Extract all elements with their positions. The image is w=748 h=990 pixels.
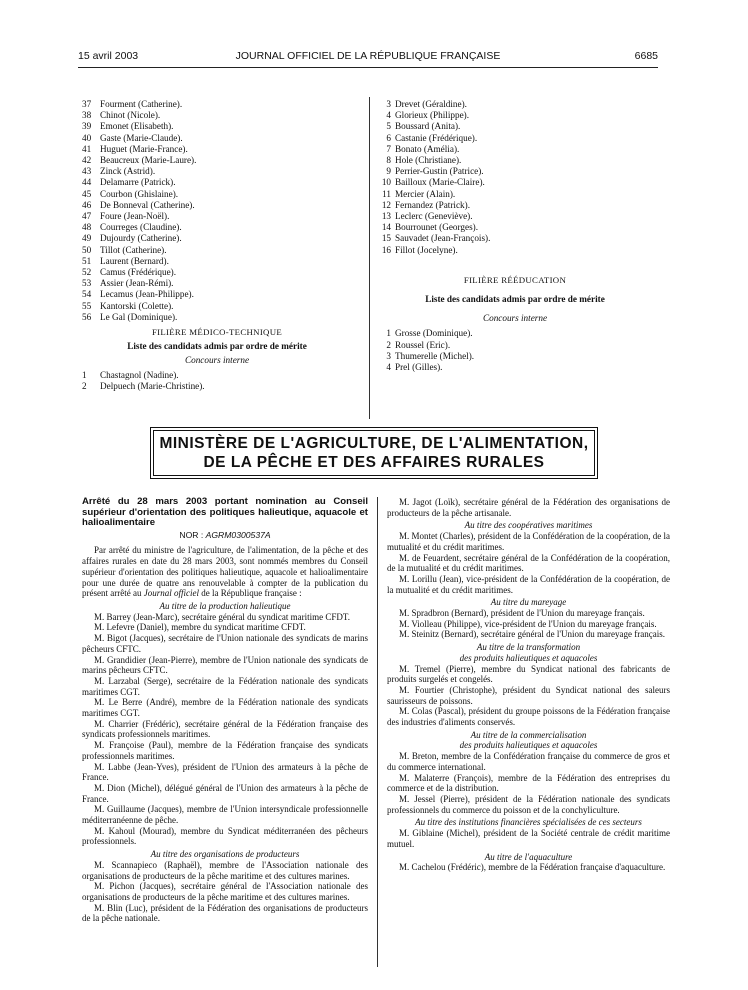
item-name: Lecamus (Jean-Philippe). [100, 289, 194, 300]
candidate-list [82, 99, 352, 323]
member-entry: M. Lorillu (Jean), vice-président de la Confédération de la coopération, de la mutualité et du crédit maritimes. [387, 573, 670, 595]
member-entry: M. Lefevre (Daniel), membre du syndicat maritime CFDT. [94, 622, 306, 633]
list-item [82, 289, 352, 300]
item-number: 44 [82, 177, 92, 188]
list-item [82, 110, 352, 121]
candidate-list [82, 370, 352, 392]
item-number: 2 [386, 339, 391, 350]
member-entry: M. Fourtier (Christophe), président du Syndicat national des saleurs saurisseurs de poissons. [387, 684, 670, 706]
item-name: Dujourdy (Catherine). [100, 233, 182, 244]
item-number: 41 [82, 143, 92, 154]
item-number: 13 [381, 211, 391, 222]
list-heading: Liste des candidats admis par ordre de mérite [127, 341, 307, 352]
member-entry: M. de Feuardent, secrétaire général de la Confédération de la coopération, de la mutualité et du crédit maritimes. [387, 552, 670, 574]
list-item [380, 177, 650, 188]
list-item [380, 155, 650, 166]
item-number: 39 [82, 121, 92, 132]
list-item [380, 110, 650, 121]
item-name: Boussard (Anita). [395, 121, 461, 132]
list-item [82, 256, 352, 267]
item-number: 52 [82, 267, 92, 278]
member-entry: M. Steinitz (Bernard), secrétaire général de l'Union du mareyage français. [399, 629, 666, 640]
item-name: Prel (Gilles). [395, 362, 443, 373]
item-number: 53 [82, 278, 92, 289]
arrete-title: Arrêté du 28 mars 2003 portant nomination au Conseil supérieur d'orientation des politiques halieutique, aquacole et halioalimentaire [82, 496, 368, 529]
item-number: 3 [386, 99, 391, 109]
item-name: Huguet (Marie-France). [100, 143, 188, 154]
list-heading: Liste des candidats admis par ordre de mérite [425, 294, 605, 305]
member-entry: M. Spradbron (Bernard), président de l'Union du mareyage français. [399, 608, 645, 619]
member-entry: M. Montet (Charles), président de la Confédération de la coopération, de la mutualité et du crédit maritimes. [387, 531, 670, 552]
item-name: Assier (Jean-Rémi). [100, 278, 174, 289]
member-entry: M. Jagot (Loïk), secrétaire général de la Fédération des organisations de producteurs de la pêche artisanale. [387, 497, 670, 518]
candidate-list [380, 328, 650, 373]
item-number: 51 [82, 255, 92, 266]
filiere-heading: FILIÈRE MÉDICO-TECHNIQUE [151, 327, 283, 338]
member-entry: M. Malaterre (François), membre de la Fédération des entreprises du commerce et de la distribution. [387, 772, 670, 794]
member-list [387, 828, 670, 849]
item-name: Tillot (Catherine). [100, 244, 167, 255]
item-name: Hole (Christiane). [395, 155, 462, 166]
item-name: Sauvadet (Jean-François). [395, 233, 491, 244]
list-item [380, 222, 650, 233]
section-heading: Au titre des organisations de producteurs [150, 849, 300, 860]
member-entry: M. Jessel (Pierre), président de la Fédération nationale des syndicats professionnels du commerce du poisson et de la conchyliculture. [387, 793, 670, 815]
item-number: 43 [82, 166, 92, 177]
item-number: 4 [386, 110, 391, 121]
member-entry: M. Tremel (Pierre), membre du Syndicat national des fabricants de produits surgelés et congelés. [387, 663, 670, 685]
item-name: Chastagnol (Nadine). [100, 369, 179, 380]
member-entry: M. Blin (Luc), président de la Fédération des organisations de producteurs de la pêche nationale. [82, 902, 368, 924]
item-name: Bailloux (Marie-Claire). [395, 177, 485, 188]
member-entry: M. Dion (Michel), délégué général de l'Union des armateurs à la pêche de France. [82, 782, 368, 804]
item-name: Kantorski (Colette). [100, 300, 174, 311]
list-item [380, 144, 650, 155]
list-item [82, 189, 352, 200]
item-number: 2 [82, 380, 87, 391]
member-list [387, 664, 670, 728]
item-number: 38 [82, 110, 92, 121]
item-number: 37 [82, 99, 92, 109]
ministry-line-1: MINISTÈRE DE L'AGRICULTURE, DE L'ALIMENTATION, [159, 435, 589, 452]
item-number: 42 [82, 155, 92, 166]
item-number: 15 [381, 233, 391, 244]
item-number: 14 [381, 222, 391, 233]
section-heading: Au titre de l'aquaculture [484, 851, 573, 862]
item-name: Delamarre (Patrick). [100, 177, 176, 188]
item-name: Roussel (Eric). [395, 339, 451, 350]
list-item [82, 211, 352, 222]
member-list [387, 862, 670, 873]
concours-label: Concours interne [482, 313, 548, 324]
section-heading: des produits halieutiques et aquacoles [459, 652, 598, 663]
list-item [380, 351, 650, 362]
item-name: Camus (Frédérique). [100, 267, 177, 278]
item-name: Foure (Jean-Noël). [100, 211, 170, 222]
concours-label: Concours interne [184, 355, 250, 366]
member-entry: M. Le Berre (André), membre de la Fédération nationale des syndicats maritimes CGT. [82, 697, 368, 719]
item-number: 54 [82, 289, 92, 300]
item-name: Gaste (Marie-Claude). [100, 132, 183, 143]
list-item [380, 166, 650, 177]
list-item [380, 362, 650, 373]
item-number: 45 [82, 188, 92, 199]
item-name: Beaucreux (Marie-Laure). [100, 155, 197, 166]
section-heading: Au titre des coopératives maritimes [464, 520, 593, 531]
list-item [380, 233, 650, 244]
list-item [82, 245, 352, 256]
member-entry: M. Breton, membre de la Confédération française du commerce de gros et du commerce international. [387, 751, 670, 772]
list-item [380, 340, 650, 351]
list-item [82, 278, 352, 289]
list-item [82, 99, 352, 110]
item-name: Thumerelle (Michel). [395, 350, 475, 361]
section-heading: Au titre des institutions financières spécialisées de ces secteurs [415, 817, 642, 828]
list-item [82, 312, 352, 323]
list-item [82, 267, 352, 278]
item-name: Castanie (Frédérique). [395, 132, 478, 143]
item-number: 12 [381, 199, 391, 210]
list-item [380, 133, 650, 144]
item-name: Courreges (Claudine). [100, 222, 182, 233]
item-number: 10 [381, 177, 391, 188]
header-rule [78, 67, 658, 68]
item-number: 16 [381, 244, 391, 255]
ministry-banner [153, 430, 595, 476]
item-name: Mercier (Alain). [395, 188, 456, 199]
list-item [380, 121, 650, 132]
arrete-intro [82, 545, 368, 599]
list-item [82, 222, 352, 233]
right-top-column [380, 99, 650, 373]
item-name: Perrier-Gustin (Patrice). [395, 166, 484, 177]
intro-journal: Journal officiel [143, 588, 199, 599]
intro-text: Par arrêté du ministre de l'agriculture, de l'alimentation, de la pêche et des affaires rurales en date du 28 mars 2003, sont nommés membres du Conseil supérieur d'orientation des politiques halieutique, aquacole et halioalimentaire pour une durée de quatre ans renouvelable à compter de la publication du présent arrêté au [82, 545, 368, 599]
member-list [387, 608, 670, 640]
list-item [82, 144, 352, 155]
item-name: Drevet (Géraldine). [395, 99, 467, 109]
item-number: 50 [82, 244, 92, 255]
member-entry: M. Françoise (Paul), membre de la Fédération française des syndicats professionnels maritimes. [82, 740, 368, 761]
list-item [380, 211, 650, 222]
list-item [380, 245, 650, 256]
item-name: Le Gal (Dominique). [100, 311, 178, 322]
member-list [82, 860, 368, 924]
member-entry: M. Grandidier (Jean-Pierre), membre de l'Union nationale des syndicats de marins pêcheurs CFTC. [82, 654, 368, 676]
arrete-left-column [82, 497, 368, 924]
member-entry: M. Barrey (Jean-Marc), secrétaire général du syndicat maritime CFDT. [94, 611, 350, 622]
section-heading: Au titre de la transformation [476, 642, 581, 653]
item-number: 48 [82, 222, 92, 233]
column-divider [369, 97, 370, 419]
filiere-heading: FILIÈRE RÉÉDUCATION [463, 274, 567, 285]
intro-end: de la République française : [198, 588, 302, 599]
section-heading: des produits halieutiques et aquacoles [459, 740, 598, 751]
item-number: 55 [82, 300, 92, 311]
member-entry: M. Bigot (Jacques), secrétaire de l'Union nationale des syndicats de marins pêcheurs CFTC. [82, 633, 368, 654]
item-name: Chinot (Nicole). [100, 110, 161, 121]
list-item [82, 233, 352, 244]
item-name: Fourment (Catherine). [100, 99, 183, 109]
section-heading: Au titre de la production halieutique [159, 601, 291, 611]
member-entry: M. Violleau (Philippe), vice-président de l'Union du mareyage français. [399, 618, 657, 629]
member-entry: M. Guillaume (Jacques), membre de l'Union intersyndicale professionnelle méditerranéenne de pêche. [82, 804, 368, 826]
item-name: Glorieux (Philippe). [395, 110, 469, 121]
member-entry: M. Labbe (Jean-Yves), président de l'Union des armateurs à la pêche de France. [82, 761, 368, 783]
item-name: Bonato (Amélia). [395, 143, 460, 154]
member-entry: M. Charrier (Frédéric), secrétaire général de la Fédération française des syndicats professionnels maritimes. [82, 718, 368, 740]
item-name: Bourrounet (Georges). [395, 222, 479, 233]
left-top-column [82, 99, 352, 392]
item-name: Grosse (Dominique). [395, 328, 473, 339]
item-number: 11 [382, 188, 391, 199]
item-name: Laurent (Bernard). [100, 255, 169, 266]
list-item [380, 200, 650, 211]
list-item [82, 166, 352, 177]
list-item [82, 177, 352, 188]
candidate-list [380, 99, 650, 256]
list-item [380, 99, 650, 110]
item-number: 7 [386, 143, 391, 154]
nor-code: AGRM0300537A [205, 529, 271, 540]
item-number: 47 [82, 211, 92, 222]
nor-label: NOR : [179, 529, 204, 540]
member-entry: M. Cachelou (Frédéric), membre de la Fédération française d'aquaculture. [399, 862, 666, 873]
list-item [82, 200, 352, 211]
list-item [82, 301, 352, 312]
section-heading: Au titre de la commercialisation [470, 729, 587, 740]
item-name: De Bonneval (Catherine). [100, 199, 195, 210]
item-name: Fillot (Jocelyne). [395, 244, 458, 255]
item-number: 40 [82, 132, 92, 143]
member-entry: M. Giblaine (Michel), président de la Société centrale de crédit maritime mutuel. [387, 828, 670, 849]
item-number: 8 [386, 155, 391, 166]
item-number: 1 [386, 328, 391, 339]
item-number: 9 [386, 166, 391, 177]
list-item [82, 155, 352, 166]
member-entry: M. Larzabal (Serge), secrétaire de la Fédération nationale des syndicats maritimes CGT. [82, 675, 368, 697]
list-item [82, 370, 352, 381]
page-header [78, 50, 658, 66]
list-item [380, 189, 650, 200]
item-number: 6 [386, 132, 391, 143]
header-page-number: 6685 [634, 50, 658, 62]
nor-reference [82, 530, 368, 541]
item-name: Courbon (Ghislaine). [100, 188, 179, 199]
list-item [82, 121, 352, 132]
item-name: Fernandez (Patrick). [395, 199, 470, 210]
arrete-right-column [387, 497, 670, 873]
item-name: Leclerc (Geneviève). [395, 211, 473, 222]
ministry-line-2: DE LA PÊCHE ET DES AFFAIRES RURALES [203, 454, 545, 471]
list-item [82, 381, 352, 392]
item-number: 5 [386, 121, 391, 132]
column-divider [377, 497, 378, 967]
member-entry: M. Kahoul (Mourad), membre du Syndicat méditerranéen des pêcheurs professionnels. [82, 825, 368, 847]
member-entry: M. Pichon (Jacques), secrétaire général de l'Association nationale des organisations de producteurs de la pêche maritime et des cultures marines. [82, 881, 368, 902]
item-name: Zinck (Astrid). [100, 166, 156, 177]
member-entry: M. Colas (Pascal), président du groupe poissons de la Fédération française des industries d'aliments conservés. [387, 706, 670, 728]
header-title: JOURNAL OFFICIEL DE LA RÉPUBLIQUE FRANÇAISE [235, 50, 501, 62]
header-date: 15 avril 2003 [78, 50, 139, 62]
item-number: 3 [386, 350, 391, 361]
member-list [82, 612, 368, 847]
member-entry: M. Scannapieco (Raphaël), membre de l'Association nationale des organisations de producteurs de la pêche maritime et des cultures marines. [82, 859, 368, 881]
item-number: 4 [386, 362, 391, 373]
item-number: 49 [82, 233, 92, 244]
item-name: Emonet (Elisabeth). [100, 121, 174, 132]
item-number: 46 [82, 199, 92, 210]
item-name: Delpuech (Marie-Christine). [100, 380, 205, 391]
member-list [387, 531, 670, 595]
list-item [82, 133, 352, 144]
item-number: 56 [82, 311, 92, 322]
item-number: 1 [82, 369, 87, 380]
section-heading: Au titre du mareyage [490, 597, 567, 608]
list-item [380, 328, 650, 339]
member-list [387, 751, 670, 815]
